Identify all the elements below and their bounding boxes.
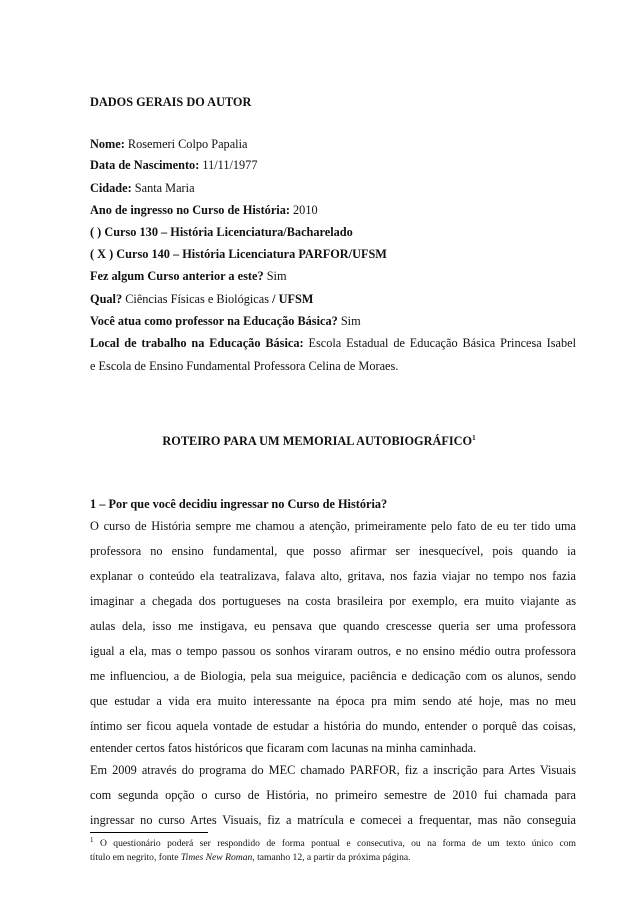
footnote-text-2a: título em negrito, fonte [90, 852, 181, 863]
field-anterior-label: Fez algum Curso anterior a este? [90, 269, 264, 283]
field-nascimento-value: 11/11/1977 [202, 158, 258, 172]
answer-line: O curso de História sempre me chamou a atenção, primeiramente pelo fato de eu ter tido uma [90, 519, 576, 533]
answer-p2-line: ingressar no curso Artes Visuais, fiz a matrícula e comecei a frequentar, mas não conseguia [90, 813, 576, 827]
answer-line: imaginar a chegada dos portugueses na costa brasileira por exemplo, era muito viajante as [90, 594, 576, 608]
section-title-text: ROTEIRO PARA UM MEMORIAL AUTOBIOGRÁFICO [162, 434, 473, 448]
question-1-title: 1 – Por que você decidiu ingressar no Curso de História? [90, 497, 388, 511]
field-nome [90, 136, 247, 152]
field-qual [90, 291, 313, 307]
field-qual-label: Qual? [90, 292, 123, 306]
field-cidade [90, 180, 195, 196]
field-cidade-label: Cidade: [90, 181, 132, 195]
option-curso-140: ( X ) Curso 140 – História Licenciatura PARFOR/UFSM [90, 247, 387, 261]
field-nascimento-label: Data de Nascimento: [90, 158, 200, 172]
field-professor [90, 313, 361, 329]
field-nome-value: Rosemeri Colpo Papalia [127, 137, 248, 151]
field-cidade-value: Santa Maria [134, 181, 195, 195]
answer-line-last: entender certos fatos históricos que ficaram com lacunas na minha caminhada. [90, 741, 477, 755]
footnote-separator [90, 832, 208, 833]
field-local-trabalho [90, 335, 576, 351]
footnote-line-1 [90, 835, 576, 850]
footnote-text-2b: , tamanho 12, a partir da próxima página. [252, 852, 411, 863]
author-data-heading: DADOS GERAIS DO AUTOR [90, 95, 252, 109]
field-curso-anterior [90, 268, 287, 284]
field-ano-ingresso [90, 202, 318, 218]
section-title [0, 433, 638, 449]
answer-p2-line: com segunda opção o curso de História, no primeiro semestre de 2010 fui chamada para [90, 788, 576, 802]
field-professor-value: Sim [340, 314, 361, 328]
field-local-continuation: e Escola de Ensino Fundamental Professora Celina de Moraes. [90, 359, 399, 373]
answer-line: me influenciou, a de Biologia, pela sua meiguice, paciência e dedicação com os alunos, sendo [90, 669, 576, 683]
field-nome-label: Nome: [90, 137, 125, 151]
field-local-label: Local de trabalho na Educação Básica: [90, 336, 304, 350]
footnote-text-1: O questionário poderá ser respondido de forma pontual e consecutiva, ou na forma de um texto único com [99, 838, 576, 849]
field-anterior-value: Sim [266, 269, 287, 283]
field-qual-inst: UFSM [278, 292, 314, 306]
answer-line: íntimo ser ficou aquela vontade de estudar a história do mundo, entender o porquê das coisas, [90, 719, 576, 733]
answer-line: aulas dela, isso me instigava, eu pensava que quando crescesse queria ser uma professora [90, 619, 576, 633]
field-qual-value: Ciências Físicas e Biológicas [125, 292, 269, 306]
field-professor-label: Você atua como professor na Educação Básica? [90, 314, 338, 328]
answer-line: explanar o conteúdo ela teatralizava, falava alto, gritava, nos fazia viajar no tempo nos fazia [90, 569, 576, 583]
answer-line: igual a ela, mas o tempo passou os sonhos viraram outros, e no ensino médio outra professora [90, 644, 576, 658]
answer-line: professora no ensino fundamental, que posso afirmar ser inesquecível, pois quando ia [90, 544, 576, 558]
field-qual-sep: / [272, 292, 276, 306]
footnote-mark: 1 [90, 835, 94, 844]
answer-line: que estudar a vida era muito interessante na época pra mim sendo até hoje, mas no meu [90, 694, 576, 708]
option-curso-130: ( ) Curso 130 – História Licenciatura/Bacharelado [90, 225, 353, 239]
footnote-line-2 [90, 852, 411, 864]
footnote-font-name: Times New Roman [180, 852, 253, 863]
field-ano-value: 2010 [293, 203, 318, 217]
footnote-reference: 1 [472, 433, 476, 442]
field-ano-label: Ano de ingresso no Curso de História: [90, 203, 290, 217]
field-nascimento [90, 157, 257, 173]
field-local-value: Escola Estadual de Educação Básica Princesa Isabel [308, 336, 576, 350]
answer-p2-line: Em 2009 através do programa do MEC chamado PARFOR, fiz a inscrição para Artes Visuais [90, 763, 576, 777]
